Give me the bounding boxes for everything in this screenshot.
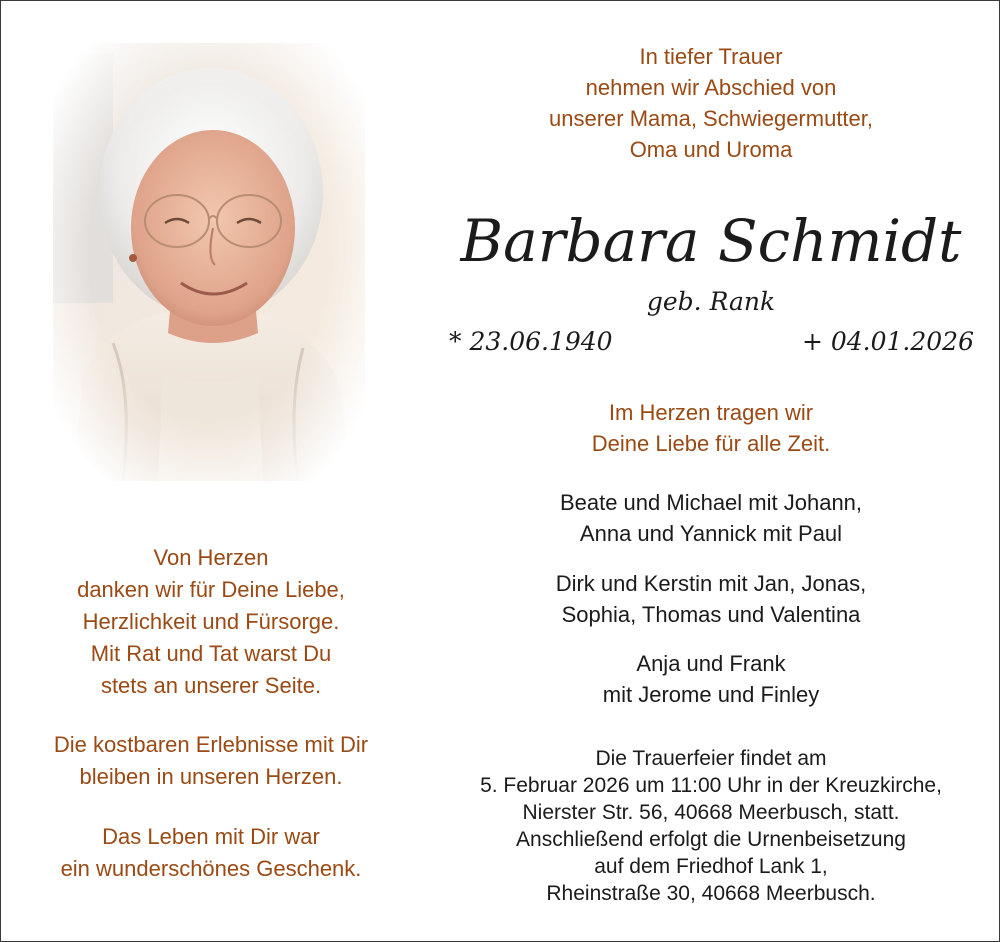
- portrait-photo: [53, 43, 365, 481]
- funeral-line: Anschließend erfolgt die Urnenbeisetzung: [516, 828, 906, 851]
- funeral-line: Nierster Str. 56, 40668 Meerbusch, statt.: [522, 801, 900, 824]
- funeral-line: Rheinstraße 30, 40668 Meerbusch.: [546, 882, 876, 905]
- funeral-line: auf dem Friedhof Lank 1,: [594, 855, 828, 878]
- death-date: + 04.01.2026: [801, 327, 974, 356]
- portrait-illustration: [53, 43, 365, 481]
- thanks-line: Herzlichkeit und Fürsorge.: [82, 609, 340, 634]
- maiden-name: geb. Rank: [646, 287, 776, 316]
- quote-text: [461, 397, 961, 459]
- intro-line: In tiefer Trauer: [639, 44, 783, 69]
- family-line: Beate und Michael mit Johann,: [559, 490, 863, 515]
- family-line: Dirk und Kerstin mit Jan, Jonas,: [555, 571, 867, 596]
- thanks-line: bleiben in unseren Herzen.: [79, 764, 343, 789]
- family-line: Anna und Yannick mit Paul: [579, 521, 843, 546]
- family-group-2: [461, 568, 961, 630]
- intro-text: [461, 41, 961, 165]
- thanks-line: stets an unserer Seite.: [100, 673, 322, 698]
- quote-line: Deine Liebe für alle Zeit.: [591, 431, 831, 456]
- family-line: mit Jerome und Finley: [602, 682, 820, 707]
- funeral-line: 5. Februar 2026 um 11:00 Uhr in der Kreuzkirche,: [480, 774, 942, 797]
- deceased-name: Barbara Schmidt: [460, 207, 962, 275]
- thanks-text-2: [11, 729, 411, 793]
- thanks-line: ein wunderschönes Geschenk.: [60, 856, 362, 881]
- quote-line: Im Herzen tragen wir: [608, 400, 814, 425]
- intro-line: Oma und Uroma: [629, 137, 793, 162]
- thanks-line: Die kostbaren Erlebnisse mit Dir: [53, 732, 369, 757]
- birth-date: * 23.06.1940: [449, 327, 613, 356]
- family-group-1: [461, 487, 961, 549]
- family-line: Sophia, Thomas und Valentina: [561, 602, 861, 627]
- thanks-line: Von Herzen: [153, 545, 269, 570]
- intro-line: nehmen wir Abschied von: [585, 75, 837, 100]
- thanks-line: danken wir für Deine Liebe,: [77, 577, 345, 602]
- thanks-text-3: [11, 821, 411, 885]
- family-group-3: [461, 648, 961, 710]
- funeral-line: Die Trauerfeier findet am: [595, 747, 827, 770]
- thanks-text-1: [11, 542, 411, 702]
- thanks-line: Das Leben mit Dir war: [102, 824, 320, 849]
- family-line: Anja und Frank: [636, 651, 786, 676]
- intro-line: unserer Mama, Schwiegermutter,: [548, 106, 874, 131]
- thanks-line: Mit Rat und Tat warst Du: [90, 641, 332, 666]
- funeral-info: [421, 745, 1000, 907]
